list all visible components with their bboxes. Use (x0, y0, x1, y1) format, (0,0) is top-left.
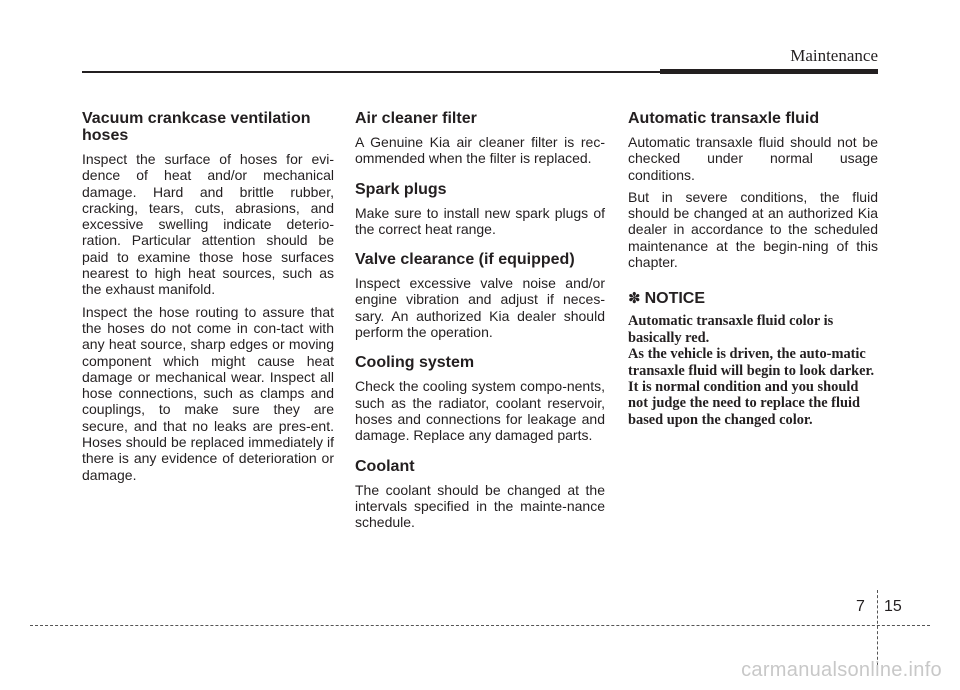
paragraph-cooling-system: Check the cooling system compo-nents, such as the radiator, coolant reservoir, hoses and connections for leakage and damage. Replace any damaged parts. (355, 378, 605, 444)
chapter-number: 7 (856, 598, 865, 615)
page-number: 15 (884, 598, 902, 615)
paragraph-valve-clearance: Inspect excessive valve noise and/or engine vibration and adjust if neces-sary. An authorized Kia dealer should perform the operation. (355, 275, 605, 341)
notice-line-3: It is normal condition and you should not judge the need to replace the fluid based upon the changed color. (628, 379, 860, 428)
notice-title: NOTICE (644, 290, 706, 308)
section-air-cleaner (355, 110, 605, 167)
watermark-text: carmanualsonline.info (741, 659, 942, 681)
section-title-transaxle-fluid: Automatic transaxle fluid (628, 110, 820, 127)
notice-line-2: As the vehicle is driven, the auto-matic transaxle fluid will begin to look darker. (628, 346, 875, 379)
section-cooling-system (355, 354, 605, 443)
paragraph-coolant: The coolant should be changed at the intervals specified in the mainte-nance schedule. (355, 481, 605, 531)
section-spark-plugs (355, 181, 605, 238)
paragraph-vacuum-hoses-2: Inspect the hose routing to assure that the hoses do not come in con-tact with any heat source, sharp edges or moving component which might cause heat damage or mechanical wear. Inspect all hose connections, such as clamps and couplings, to make sure they are secure, and that no leaks are pres-ent. Hoses should be replaced immediately if there is any evidence of deterioration or damage. (82, 303, 334, 483)
paragraph-transaxle-fluid-1: Automatic transaxle fluid should not be checked under normal usage conditions. (628, 134, 878, 183)
page-header-title: Maintenance (790, 46, 878, 65)
section-title-valve-clearance: Valve clearance (if equipped) (355, 251, 575, 269)
column-middle (355, 110, 605, 544)
section-coolant (355, 458, 605, 531)
section-title-vacuum-hoses: Vacuum crankcase ventilation hoses (82, 110, 311, 144)
header-rule-thin (82, 71, 660, 73)
paragraph-transaxle-fluid-2: But in severe conditions, the fluid should be changed at an authorized Kia dealer in accordance to the scheduled maintenance at the begin-ning of this chapter. (628, 188, 878, 271)
section-valve-clearance (355, 251, 605, 340)
paragraph-vacuum-hoses-1: Inspect the surface of hoses for evi-dence of heat and/or mechanical damage. Hard and brittle rubber, cracking, tears, cuts, abrasions, and excessive swelling indicate deterio-ration. Particular attention should be paid to examine those hose surfaces nearest to high heat sources, such as the exhaust manifold. (82, 151, 334, 298)
column-left (82, 110, 334, 489)
header-rule-thick (660, 69, 878, 74)
notice-line-1: Automatic transaxle fluid color is basically red. (628, 313, 834, 346)
section-title-cooling-system: Cooling system (355, 354, 475, 372)
paragraph-air-cleaner: A Genuine Kia air cleaner filter is rec-ommended when the filter is replaced. (355, 134, 605, 167)
column-right (628, 110, 878, 428)
section-title-air-cleaner: Air cleaner filter (355, 110, 477, 127)
section-title-coolant: Coolant (355, 457, 415, 475)
section-title-spark-plugs: Spark plugs (355, 180, 447, 198)
notice-heading (628, 290, 878, 307)
notice-asterisk-icon: ✽ (628, 290, 641, 308)
footer-dashed-divider (877, 590, 878, 670)
paragraph-spark-plugs: Make sure to install new spark plugs of the correct heat range. (355, 204, 605, 237)
footer-dashed-rule (30, 625, 930, 626)
